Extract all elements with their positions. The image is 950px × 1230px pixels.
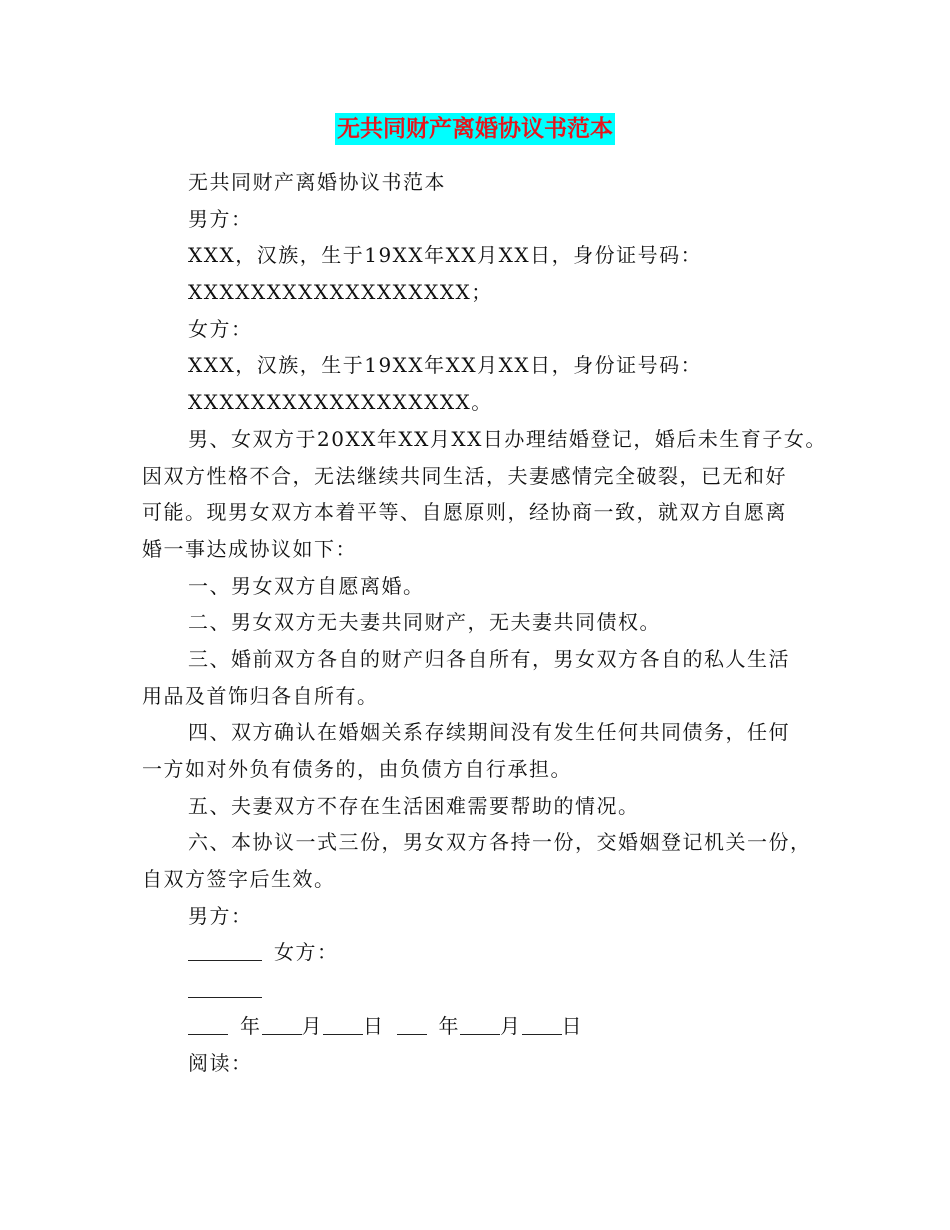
document-title: 无共同财产离婚协议书范本 [335,113,615,145]
clause-4-line-1: 四、双方确认在婚姻关系存续期间没有发生任何共同债务，任何 [188,720,790,745]
title-wrap [0,113,950,145]
clause-6-line-1: 六、本协议一式三份，男女双方各持一份，交婚姻登记机关一份， [188,830,812,855]
male-year-label: 年 [240,1013,262,1038]
intro-line-1: 男、女双方于20XX年XX月XX日办理结婚登记，婚后未生育子女。 [188,426,827,451]
male-day-blank [323,1014,363,1035]
female-id: XXXXXXXXXXXXXXXXXX。 [188,390,493,415]
sign-row [142,934,822,971]
male-info: XXX，汉族，生于19XX年XX月XX日，身份证号码： [188,243,703,268]
intro-line-2: 因双方性格不合，无法继续共同生活，夫妻感情完全破裂，已无和好 [142,463,787,488]
clause-6-line-2: 自双方签字后生效。 [142,867,336,892]
male-year-blank [188,1014,228,1035]
male-label: 男方： [188,206,253,231]
female-year-label: 年 [438,1013,460,1038]
female-year-blank [397,1014,427,1035]
intro-line-3: 可能。现男女双方本着平等、自愿原则，经协商一致，就双方自愿离 [142,500,787,525]
female-month-blank [460,1014,500,1035]
date-row [142,1008,822,1045]
read-label: 阅读： [188,1050,253,1075]
clause-5: 五、夫妻双方不存在生活困难需要帮助的情况。 [188,793,640,818]
female-signature-blank [188,977,262,998]
female-day-label: 日 [561,1013,583,1038]
clause-3-line-1: 三、婚前双方各自的财产归各自所有，男女双方各自的私人生活 [188,646,790,671]
clause-2: 二、男女双方无夫妻共同财产，无夫妻共同债权。 [188,610,661,635]
male-day-label: 日 [363,1013,385,1038]
female-info: XXX，汉族，生于19XX年XX月XX日，身份证号码： [188,353,703,378]
subtitle: 无共同财产离婚协议书范本 [188,170,446,194]
intro-line-4: 婚一事达成协议如下： [142,536,357,561]
document-body [142,164,827,1081]
male-month-blank [262,1014,302,1035]
sign-male-label: 男方： [188,903,253,928]
female-day-blank [522,1014,562,1035]
clause-1: 一、男女双方自愿离婚。 [188,573,425,598]
female-month-label: 月 [500,1013,522,1038]
sign-female-label: 女方： [274,940,339,965]
male-month-label: 月 [301,1013,323,1038]
male-id: XXXXXXXXXXXXXXXXXX； [188,280,493,305]
male-signature-blank [188,940,262,961]
clause-3-line-2: 用品及首饰归各自所有。 [142,683,379,708]
female-signature-row [142,971,822,1008]
female-label: 女方： [188,316,253,341]
clause-4-line-2: 一方如对外负有债务的，由负债方自行承担。 [142,757,572,781]
